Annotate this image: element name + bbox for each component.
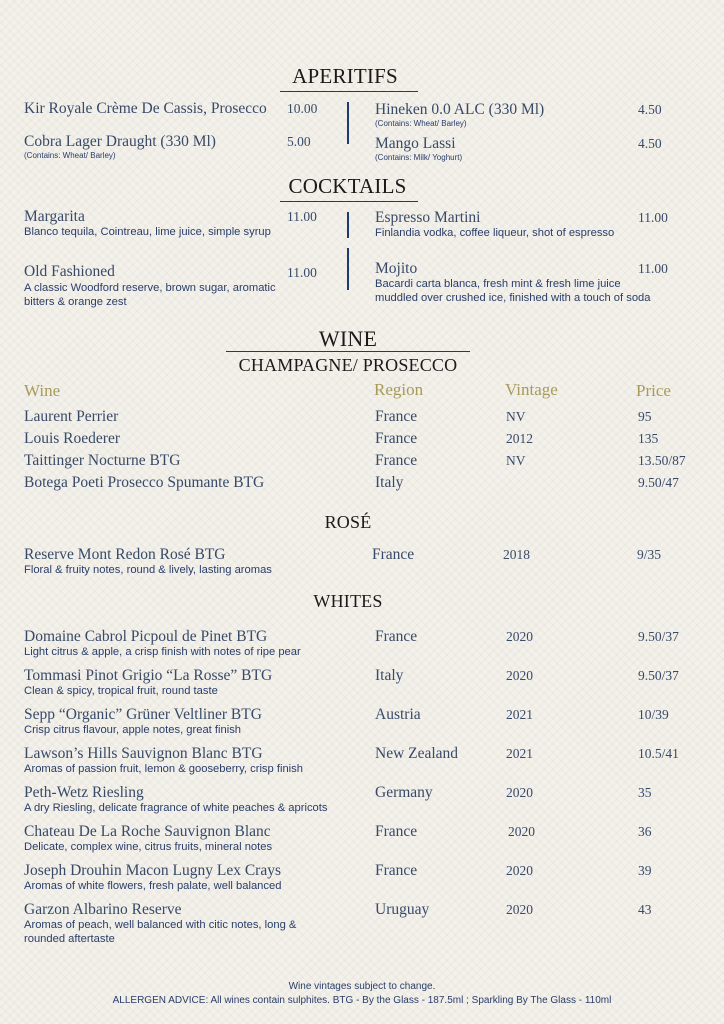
wine-name: Taittinger Nocturne BTG (24, 452, 181, 469)
column-header-price: Price (636, 381, 671, 400)
wine-region: France (375, 452, 418, 469)
column-header-vintage: Vintage (505, 380, 558, 399)
cocktail-description: Blanco tequila, Cointreau, lime juice, simple syrup (24, 226, 271, 238)
wine-title: WINE (318, 326, 378, 351)
cocktail-description: muddled over crushed ice, finished with a touch of soda (375, 292, 651, 304)
wine-price: 13.50/87 (638, 453, 686, 468)
wine-name: Joseph Drouhin Macon Lugny Lex Crays (24, 862, 281, 879)
wine-description: Aromas of peach, well balanced with citic notes, long & (24, 919, 297, 931)
aperitifs-title: APERITIFS (292, 64, 398, 88)
wine-region: France (375, 628, 418, 645)
wine-name: Lawson’s Hills Sauvignon Blanc BTG (24, 745, 263, 762)
wine-price: 9/35 (637, 547, 662, 562)
cocktail-description: A classic Woodford reserve, brown sugar, aromatic (24, 282, 276, 294)
wine-description: A dry Riesling, delicate fragrance of white peaches & apricots (24, 802, 328, 814)
wine-description: Floral & fruity notes, round & lively, lasting aromas (24, 564, 272, 576)
aperitifs-divider (347, 102, 349, 144)
wine-name: Tommasi Pinot Grigio “La Rosse” BTG (24, 667, 273, 684)
wine-price: 9.50/37 (638, 629, 679, 644)
allergen-note: (Contains: Wheat/ Barley) (24, 151, 116, 160)
wine-price: 135 (638, 431, 659, 446)
wine-name: Sepp “Organic” Grüner Veltliner BTG (24, 706, 262, 723)
wine-description: rounded aftertaste (24, 933, 115, 945)
cocktails-underline (280, 201, 418, 202)
wine-name: Louis Roederer (24, 430, 120, 447)
cocktail-name: Margarita (24, 208, 85, 225)
cocktail-name: Espresso Martini (375, 209, 481, 226)
cocktail-price: 11.00 (638, 210, 668, 225)
cocktail-description: Finlandia vodka, coffee liqueur, shot of espresso (375, 227, 615, 239)
wine-price: 10/39 (638, 707, 669, 722)
cocktail-name: Old Fashioned (24, 263, 115, 280)
wine-description: Delicate, complex wine, citrus fruits, mineral notes (24, 841, 273, 853)
wine-vintage: 2021 (506, 746, 533, 761)
wine-name: Reserve Mont Redon Rosé BTG (24, 546, 226, 563)
cocktail-description: Bacardi carta blanca, fresh mint & fresh lime juice (375, 278, 621, 290)
wine-region: Italy (375, 474, 404, 491)
wine-region: Italy (375, 667, 404, 684)
wine-description: Light citrus & apple, a crisp finish with notes of ripe pear (24, 646, 301, 658)
wine-vintage: 2021 (506, 707, 533, 722)
cocktail-price: 11.00 (287, 265, 317, 280)
wine-region: France (375, 862, 418, 879)
wine-underline (226, 351, 470, 352)
wine-name: Laurent Perrier (24, 408, 119, 425)
wine-vintage: 2018 (503, 547, 530, 562)
wine-price: 95 (638, 409, 652, 424)
cocktail-price: 11.00 (638, 261, 668, 276)
aperitifs-underline (280, 91, 418, 92)
allergen-note: (Contains: Wheat/ Barley) (375, 119, 467, 128)
wine-region: New Zealand (375, 745, 459, 762)
cocktails-divider-bottom (347, 248, 349, 290)
cocktails-divider-top (347, 212, 349, 238)
column-header-wine: Wine (24, 381, 61, 400)
wine-vintage: 2020 (508, 824, 535, 839)
wine-vintage: 2020 (506, 863, 533, 878)
wine-name: Chateau De La Roche Sauvignon Blanc (24, 823, 271, 840)
wine-description: Clean & spicy, tropical fruit, round taste (24, 685, 218, 697)
wine-price: 35 (638, 785, 652, 800)
wine-vintage: 2020 (506, 629, 533, 644)
cocktail-price: 11.00 (287, 209, 317, 224)
allergen-note: (Contains: Milk/ Yoghurt) (375, 153, 463, 162)
wine-price: 39 (638, 863, 652, 878)
wine-price: 9.50/47 (638, 475, 679, 490)
wine-price: 43 (638, 902, 652, 917)
cocktail-description: bitters & orange zest (24, 296, 127, 308)
wine-price: 9.50/37 (638, 668, 679, 683)
wine-region: Uruguay (375, 901, 430, 918)
wine-vintage: 2020 (506, 902, 533, 917)
column-header-region: Region (374, 380, 424, 399)
wine-description: Crisp citrus flavour, apple notes, great finish (24, 724, 242, 736)
wine-region: France (375, 430, 418, 447)
aperitif-price: 10.00 (287, 101, 318, 116)
aperitif-price: 5.00 (287, 134, 311, 149)
wine-price: 36 (638, 824, 652, 839)
champagne-title: CHAMPAGNE/ PROSECCO (238, 355, 458, 375)
footer-vintage-note: Wine vintages subject to change. (288, 981, 436, 992)
wine-description: Aromas of passion fruit, lemon & gooseberry, crisp finish (24, 763, 303, 775)
aperitif-name: Hineken 0.0 ALC (330 Ml) (375, 101, 545, 118)
rose-title: ROSÉ (324, 512, 372, 532)
wine-price: 10.5/41 (638, 746, 679, 761)
aperitif-name: Cobra Lager Draught (330 Ml) (24, 133, 216, 150)
wine-vintage: 2020 (506, 785, 533, 800)
wine-region: France (375, 823, 418, 840)
aperitif-name: Mango Lassi (375, 135, 456, 152)
wine-vintage: 2012 (506, 431, 533, 446)
aperitif-name: Kir Royale Crème De Cassis, Prosecco (24, 100, 267, 117)
footer-allergen-advice: ALLERGEN ADVICE: All wines contain sulphites. BTG - By the Glass - 187.5ml ; Sparkling By The Glass - 110ml (112, 995, 612, 1006)
wine-name: Peth-Wetz Riesling (24, 784, 144, 801)
wine-vintage: NV (506, 409, 526, 424)
wine-region: France (372, 546, 415, 563)
cocktails-title: COCKTAILS (288, 174, 407, 198)
wine-description: Aromas of white flowers, fresh palate, well balanced (24, 880, 282, 892)
wine-vintage: NV (506, 453, 526, 468)
wine-region: Austria (375, 706, 421, 723)
wine-name: Garzon Albarino Reserve (24, 901, 182, 918)
whites-title: WHITES (313, 591, 383, 611)
wine-name: Domaine Cabrol Picpoul de Pinet BTG (24, 628, 268, 645)
wine-region: Germany (375, 784, 433, 801)
wine-name: Botega Poeti Prosecco Spumante BTG (24, 474, 265, 491)
wine-vintage: 2020 (506, 668, 533, 683)
cocktail-name: Mojito (375, 260, 418, 277)
aperitif-price: 4.50 (638, 102, 662, 117)
aperitif-price: 4.50 (638, 136, 662, 151)
wine-region: France (375, 408, 418, 425)
